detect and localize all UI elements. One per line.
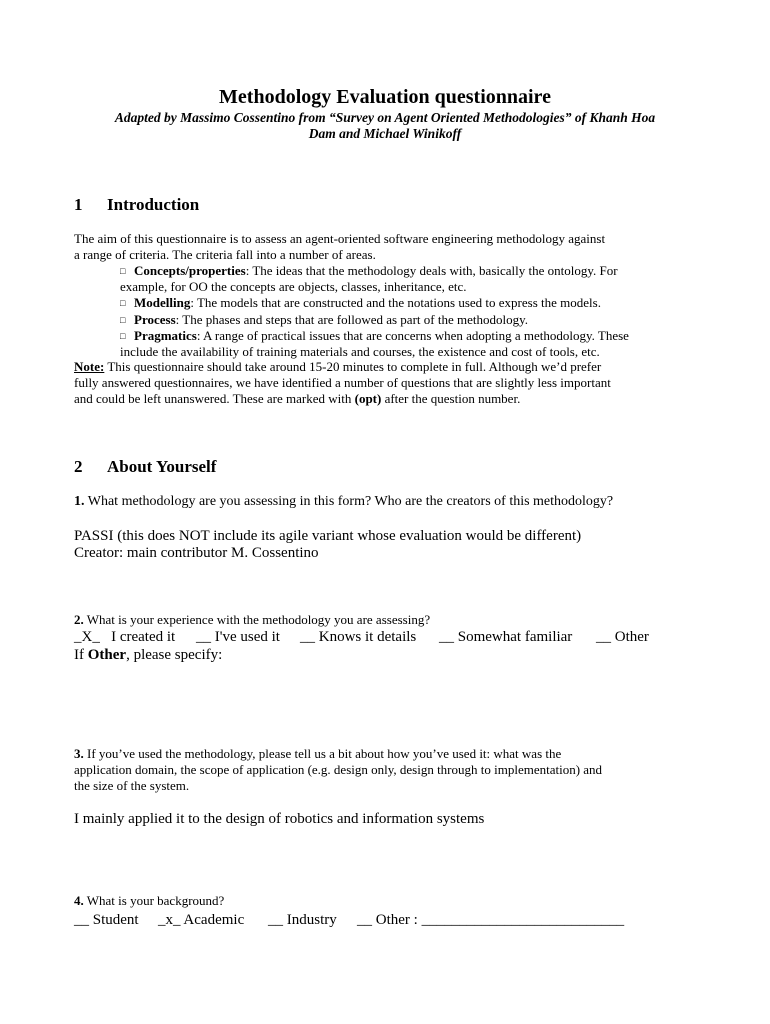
q4-option-industry[interactable]: __ Industry bbox=[268, 912, 337, 928]
section-2-title: About Yourself bbox=[107, 457, 217, 476]
section-1-heading bbox=[74, 195, 199, 215]
answer-1-line-1: PASSI (this does NOT include its agile variant whose evaluation would be different) bbox=[74, 528, 582, 544]
square-bullet-icon: □ bbox=[120, 314, 126, 325]
bullet-text: : The phases and steps that are followed as part of the methodology. bbox=[175, 311, 528, 327]
question-4 bbox=[74, 893, 224, 909]
bullet-text: : The models that are constructed and the notations used to express the models. bbox=[190, 295, 601, 311]
note-opt-marker: (opt) bbox=[354, 391, 382, 406]
note-label: Note: bbox=[74, 359, 105, 374]
q2-option-created[interactable]: _X_ I created it bbox=[74, 629, 176, 645]
list-item bbox=[120, 263, 629, 279]
list-item bbox=[120, 312, 629, 328]
page-subtitle bbox=[60, 110, 710, 142]
answer-1 bbox=[74, 528, 581, 562]
note-paragraph bbox=[74, 359, 611, 407]
specify-other: Other bbox=[87, 647, 127, 663]
intro-paragraph bbox=[74, 231, 605, 263]
note-line-3-end: after the question number. bbox=[381, 391, 521, 406]
note-line-3: and could be left unanswered. These are marked with bbox=[74, 391, 355, 406]
question-number: 3. bbox=[74, 746, 84, 761]
bullet-term: Pragmatics bbox=[134, 327, 197, 343]
q2-option-other[interactable]: __ Other bbox=[596, 629, 649, 645]
q2-option-knows-details[interactable]: __ Knows it details bbox=[300, 629, 417, 645]
bullet-term: Concepts/properties bbox=[134, 263, 246, 278]
square-bullet-icon: □ bbox=[120, 298, 126, 309]
section-2-number: 2 bbox=[74, 457, 83, 476]
bullet-text: : The ideas that the methodology deals with, basically the ontology. For bbox=[245, 263, 618, 278]
subtitle-line-2: Dam and Michael Winikoff bbox=[308, 126, 462, 141]
subtitle-line-1: Adapted by Massimo Cossentino from “Survey on Agent Oriented Methodologies” of Khanh Hoa bbox=[114, 110, 656, 125]
section-1-number: 1 bbox=[74, 195, 83, 214]
bullet-continuation: example, for OO the concepts are objects, classes, inheritance, etc. bbox=[120, 279, 467, 295]
question-3 bbox=[74, 746, 602, 794]
question-3-line-1: If you’ve used the methodology, please tell us a bit about how you’ve used it: what was the bbox=[83, 746, 562, 761]
square-bullet-icon: □ bbox=[120, 330, 126, 341]
specify-suffix: , please specify: bbox=[126, 647, 223, 663]
question-3-line-2: application domain, the scope of application (e.g. design only, design through to implementation) and bbox=[74, 762, 603, 777]
bullet-continuation: include the availability of training materials and courses, the existence and cost of tools, etc. bbox=[120, 344, 600, 360]
q4-option-student[interactable]: __ Student bbox=[74, 912, 139, 928]
q4-option-academic[interactable]: _x_ Academic bbox=[158, 912, 245, 928]
question-1 bbox=[74, 493, 613, 510]
q2-option-somewhat-familiar[interactable]: __ Somewhat familiar bbox=[439, 629, 573, 645]
bullet-text: : A range of practical issues that are concerns when adopting a methodology. These bbox=[196, 327, 629, 343]
question-text: What is your background? bbox=[83, 893, 225, 908]
intro-line-1: The aim of this questionnaire is to assess an agent-oriented software engineering methodology against bbox=[74, 231, 606, 246]
list-item bbox=[120, 328, 629, 344]
note-line-1: This questionnaire should take around 15-20 minutes to complete in full. Although we’d prefer bbox=[104, 359, 602, 374]
answer-1-line-2: Creator: main contributor M. Cossentino bbox=[74, 545, 319, 561]
page-title: Methodology Evaluation questionnaire bbox=[219, 86, 551, 108]
note-line-2: fully answered questionnaires, we have identified a number of questions that are slightly less important bbox=[74, 375, 611, 390]
section-2-heading bbox=[74, 457, 216, 477]
list-item bbox=[120, 295, 629, 311]
square-bullet-icon: □ bbox=[120, 266, 126, 276]
q2-specify bbox=[74, 647, 222, 664]
bullet-term: Modelling bbox=[134, 295, 191, 311]
specify-prefix: If bbox=[74, 647, 88, 663]
q4-option-other[interactable]: __ Other : ___________________________ bbox=[357, 912, 625, 928]
q2-option-used[interactable]: __ I've used it bbox=[196, 629, 280, 645]
question-2 bbox=[74, 612, 430, 628]
question-number: 1. bbox=[74, 494, 85, 509]
answer-3: I mainly applied it to the design of robotics and information systems bbox=[74, 811, 485, 827]
intro-line-2: a range of criteria. The criteria fall into a number of areas. bbox=[74, 247, 376, 262]
question-text: What methodology are you assessing in this form? Who are the creators of this methodology? bbox=[84, 494, 614, 509]
section-1-title: Introduction bbox=[107, 195, 200, 214]
criteria-list bbox=[120, 263, 629, 360]
bullet-term: Process bbox=[134, 311, 176, 327]
question-text: What is your experience with the methodology you are assessing? bbox=[83, 612, 431, 627]
question-number: 4. bbox=[74, 893, 84, 908]
question-number: 2. bbox=[74, 612, 84, 627]
question-3-line-3: the size of the system. bbox=[74, 778, 190, 793]
